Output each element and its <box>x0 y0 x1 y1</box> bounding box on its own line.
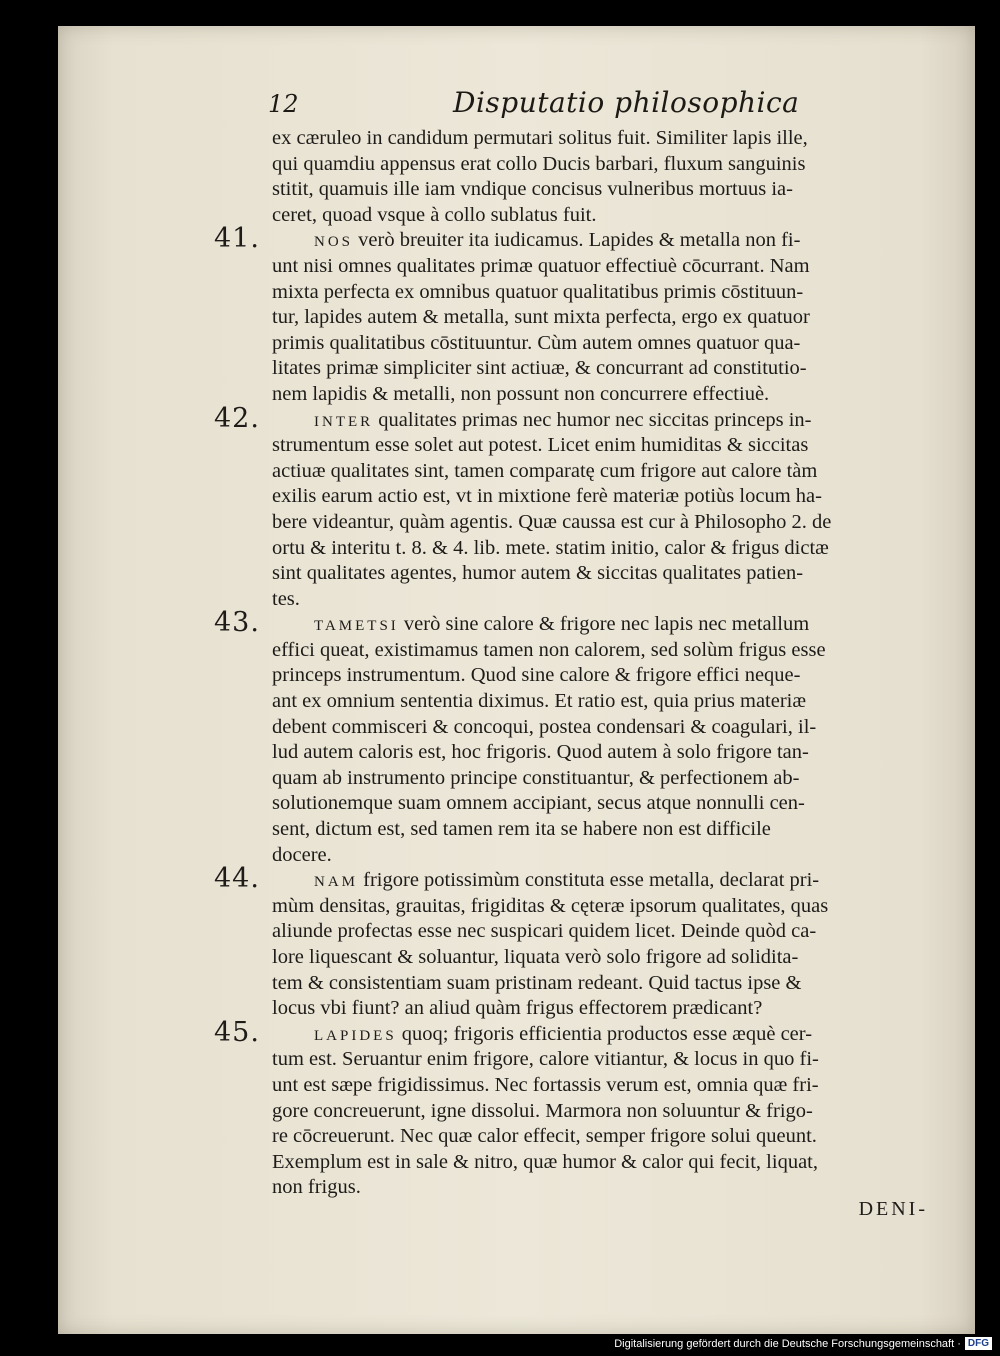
running-title: Disputatio philosophica <box>453 86 800 119</box>
text-line <box>272 228 932 254</box>
lead-word: NOS <box>314 234 354 251</box>
text-line: solutionemque suam omnem accipiant, secus atque nonnulli cen- <box>272 792 805 815</box>
paragraph-number: 43. <box>214 607 260 639</box>
text-line: mixta perfecta ex omnibus quatuor qualitatibus primis cōstituun- <box>272 280 804 303</box>
text-line: litates primæ simpliciter sint actiuæ, & concurrant ad constitutio- <box>272 357 807 380</box>
text-line: docere. <box>272 843 332 866</box>
text-line: nem lapidis & metalli, non possunt non concurrere effectiuè. <box>272 382 770 405</box>
text-line: re cōcreuerunt. Nec quæ calor effecit, semper frigore solui queunt. <box>272 1125 817 1148</box>
text-line: exilis earum actio est, vt in mixtione ferè materiæ potiùs locum ha- <box>272 485 822 508</box>
dfg-logo: DFG <box>965 1337 992 1350</box>
paragraph-43 <box>214 607 932 868</box>
paragraph-42 <box>214 402 932 613</box>
text-line: princeps instrumentum. Quod sine calore & frigore effici neque- <box>272 664 801 687</box>
page-number: 12 <box>268 90 299 118</box>
text-line <box>272 408 932 434</box>
text-line: tem & consistentiam suam pristinam redeant. Quid tactus ipse & <box>272 971 802 994</box>
text-line: non frigus. <box>272 1176 361 1199</box>
paragraph-number: 42. <box>214 402 260 434</box>
text-line: sint qualitates agentes, humor autem & siccitas qualitates patien- <box>272 562 804 585</box>
text-line <box>272 612 932 638</box>
lead-word: INTER <box>314 413 374 430</box>
text-line: ceret, quoad vsque à collo sublatus fuit. <box>272 203 597 226</box>
text-line: ortu & interitu t. 8. & 4. lib. mete. statim initio, calor & frigus dictæ <box>272 536 829 559</box>
text-line: effici queat, existimamus tamen non calorem, sed solùm frigus esse <box>272 638 826 661</box>
paragraph-continuation <box>272 126 932 228</box>
catchword: DENI- <box>858 1198 928 1220</box>
text-line: tur, lapides autem & metalla, sunt mixta perfecta, ergo ex quatuor <box>272 306 810 329</box>
digitization-footer <box>614 1337 992 1350</box>
text-line: unt est sæpe frigidissimus. Nec fortassis verum est, omnia quæ fri- <box>272 1073 819 1096</box>
running-head <box>268 86 918 126</box>
text-line-rest: quoq; frigoris efficientia productos esse æquè cer- <box>396 1022 813 1045</box>
text-line: sent, dictum est, sed tamen rem ita se habere non est difficile <box>272 818 771 841</box>
text-line: qui quamdiu appensus erat collo Ducis barbari, fluxum sanguinis <box>272 152 806 175</box>
text-line: stitit, quamuis ille iam vndique concisus vulneribus mortuus ia- <box>272 178 793 201</box>
text-line-rest: qualitates primas nec humor nec siccitas princeps in- <box>373 408 812 431</box>
lead-word: NAM <box>314 874 359 891</box>
text-line: bere videantur, quàm agentis. Quæ caussa est cur à Philosopho 2. de <box>272 510 832 533</box>
text-line: lore liquescant & soluantur, liquata verò solo frigore ad solidita- <box>272 946 799 968</box>
lead-word: LAPIDES <box>314 1027 397 1044</box>
text-line: locus vbi fiunt? an aliud quàm frigus effectorem prædicant? <box>272 997 763 1020</box>
text-line: mùm densitas, grauitas, frigiditas & cęteræ ipsorum qualitates, quas <box>272 894 829 917</box>
paragraph-number: 44. <box>214 863 260 895</box>
text-line-rest: verò breuiter ita iudicamus. Lapides & metalla non fi- <box>353 229 801 252</box>
text-line: tes. <box>272 587 300 610</box>
text-line: ex cæruleo in candidum permutari solitus fuit. Similiter lapis ille, <box>272 127 808 149</box>
text-line-rest: verò sine calore & frigore nec lapis nec metallum <box>398 613 810 636</box>
paragraph-number: 41. <box>214 223 260 255</box>
paragraph-45 <box>214 1016 932 1201</box>
text-line-rest: frigore potissimùm constituta esse metalla, declarat pri- <box>358 869 820 892</box>
text-line: tum est. Seruantur enim frigore, calore vitiantur, & locus in quo fi- <box>272 1048 819 1071</box>
paragraph-number: 45. <box>214 1016 260 1048</box>
body-text <box>214 126 932 1201</box>
text-line: ant ex omnium sententia diximus. Et ratio est, quia prius materiæ <box>272 690 807 713</box>
text-line: aliunde profectas esse nec suspicari quidem licet. Deinde quòd ca- <box>272 920 817 943</box>
text-line: unt nisi omnes qualitates primæ quatuor effectiuè cōcurrant. Nam <box>272 254 810 277</box>
funding-credit: Digitalisierung gefördert durch die Deutsche Forschungsgemeinschaft · <box>614 1337 961 1350</box>
text-line <box>272 868 932 894</box>
text-line: primis qualitatibus cōstituuntur. Cùm autem omnes quatuor qua- <box>272 331 801 354</box>
text-line <box>272 1022 932 1048</box>
text-line: strumentum esse solet aut potest. Licet enim humiditas & siccitas <box>272 434 809 457</box>
text-line: lud autem caloris est, hoc frigoris. Quod autem à solo frigore tan- <box>272 741 809 764</box>
paragraph-44 <box>214 863 932 1022</box>
text-line: Exemplum est in sale & nitro, quæ humor & calor qui fecit, liquat, <box>272 1150 818 1173</box>
text-line: actiuæ qualitates sint, tamen comparatę cum frigore aut calore tàm <box>272 459 818 482</box>
text-line: debent commisceri & concoqui, postea condensari & coagulari, il- <box>272 715 817 738</box>
lead-word: TAMETSI <box>314 618 399 635</box>
text-line: quam ab instrumento principe constituantur, & perfectionem ab- <box>272 766 800 789</box>
paragraph-41 <box>214 223 932 407</box>
text-line: gore concreuerunt, igne dissolui. Marmora non soluuntur & frigo- <box>272 1099 813 1122</box>
